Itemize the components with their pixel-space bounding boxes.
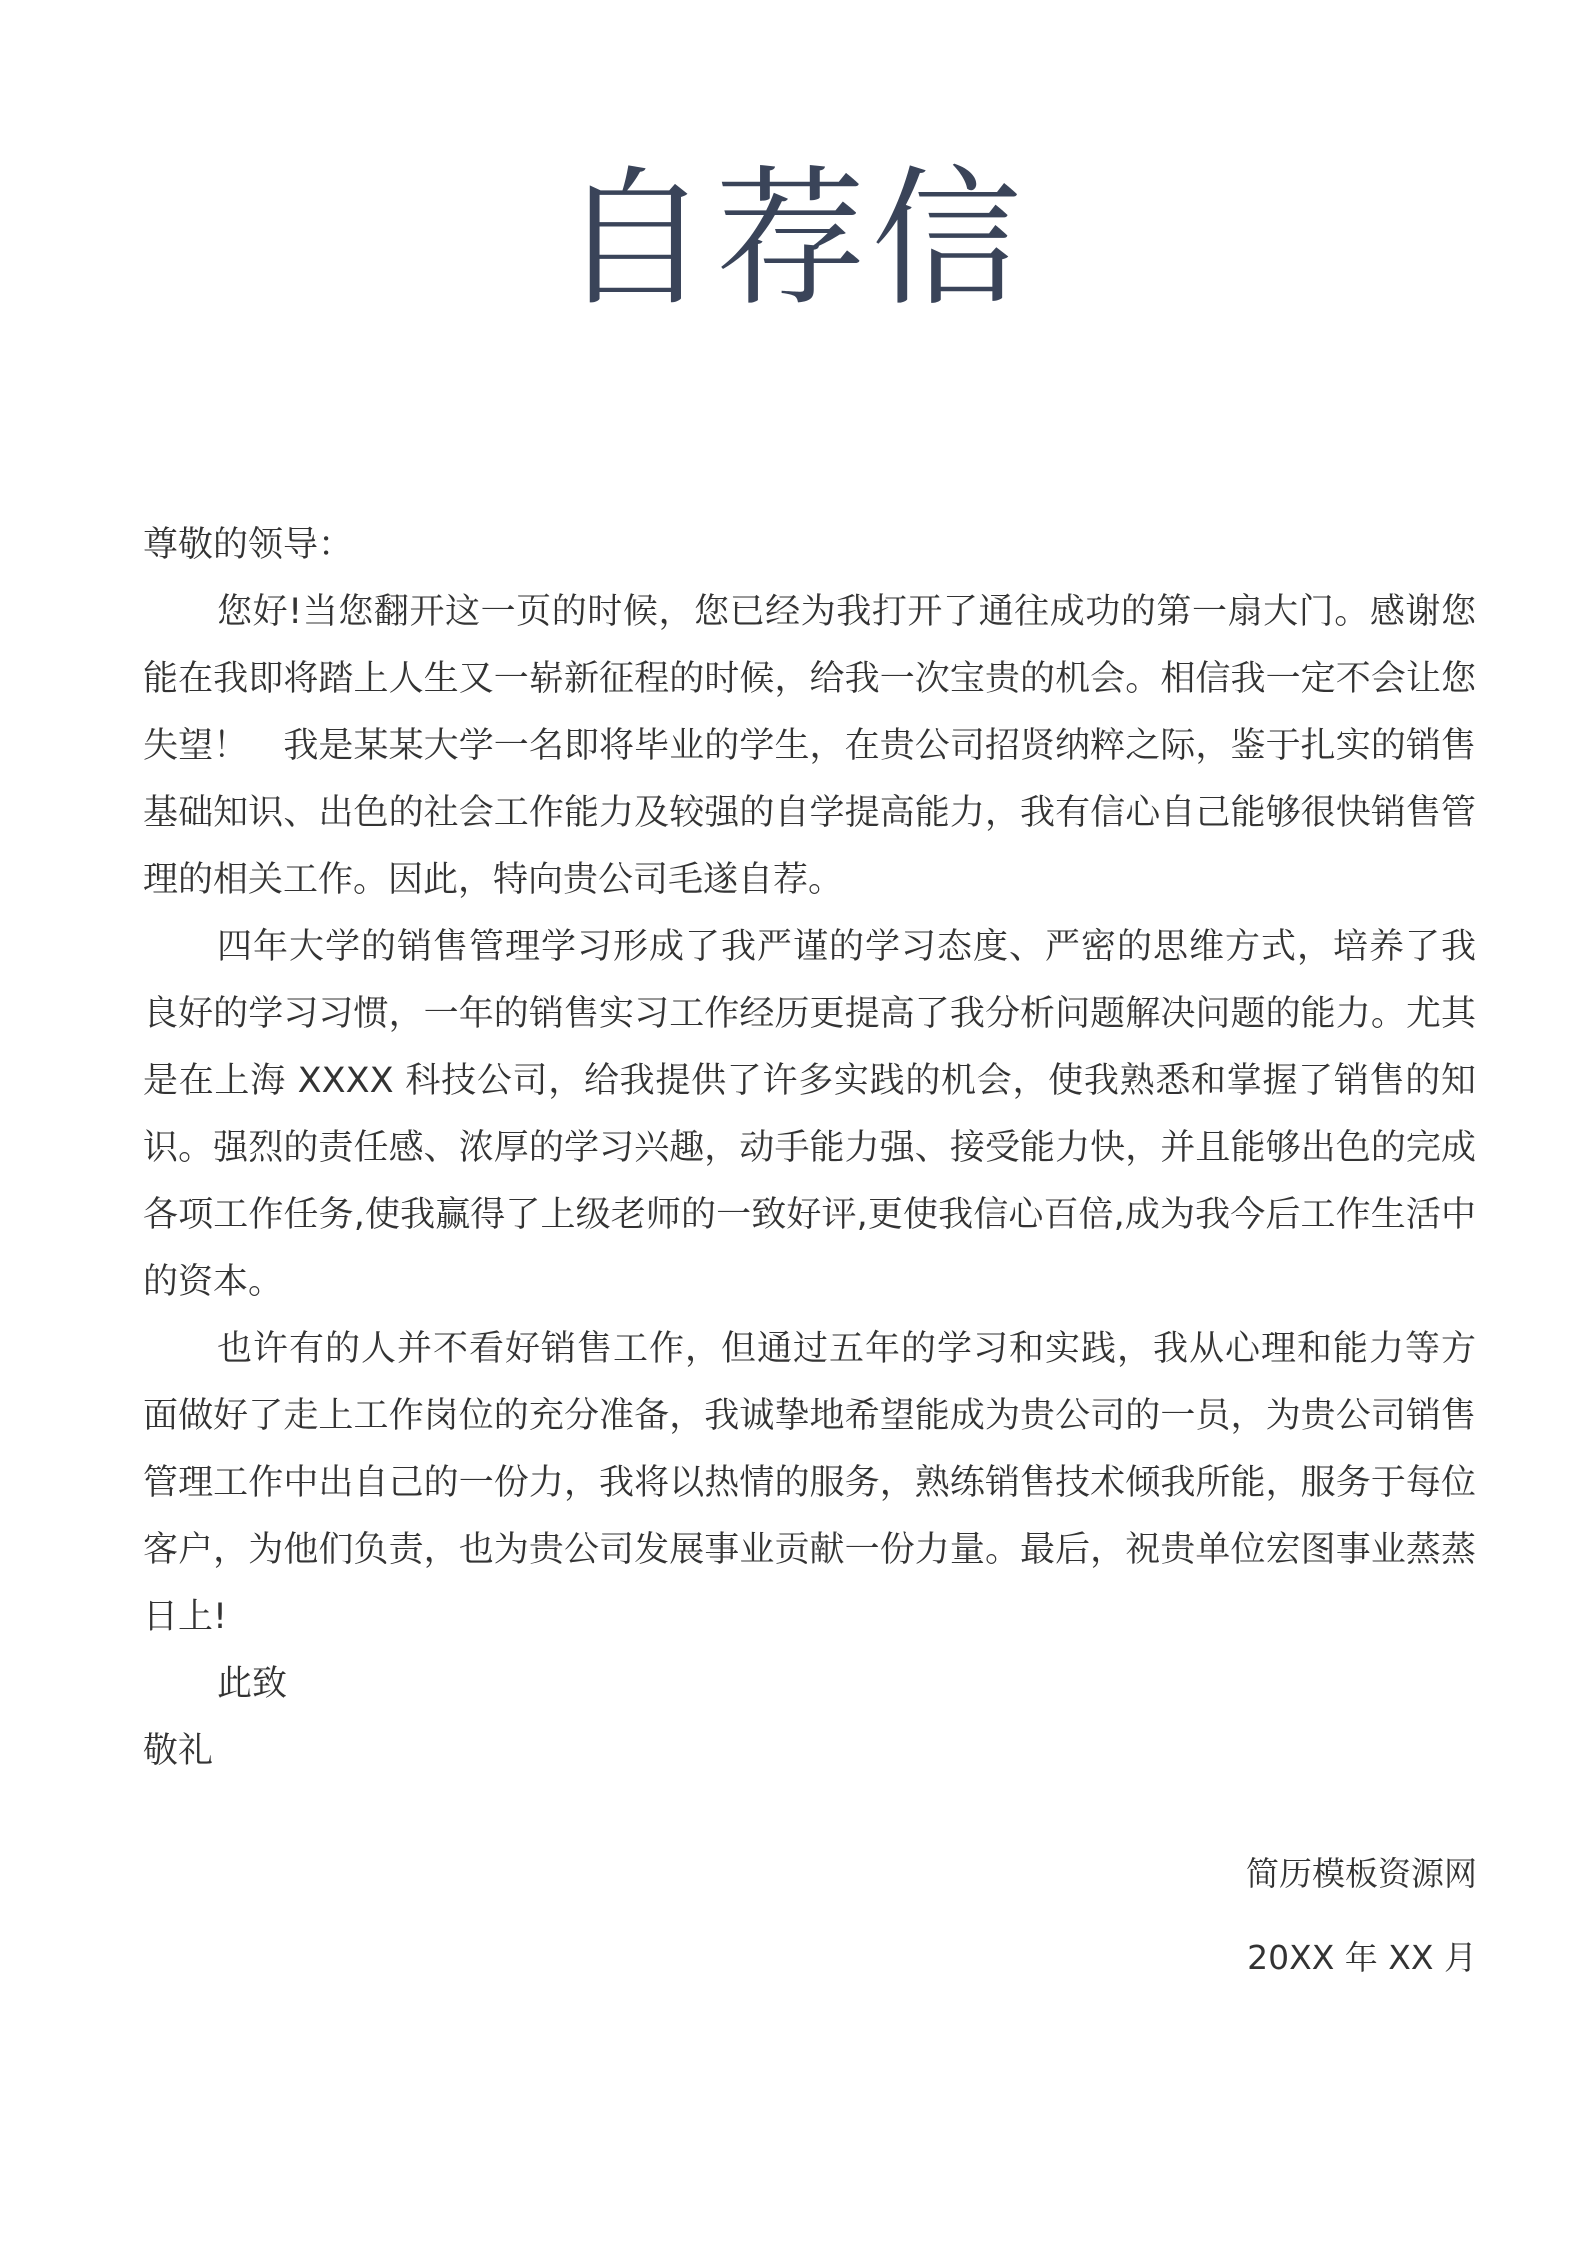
closing-line-1: 此致 (217, 1664, 288, 1704)
salutation: 尊敬的领导： (143, 525, 354, 565)
paragraph-experience: 四年大学的销售管理学习形成了我严谨的学习态度、严密的思维方式，培养了我良好的学习习惯，一年的销售实习工作经历更提高了我分析问题解决问题的能力。尤其是在上海 XXXX 科技公司，给我提供了许多实践的机会，使我熟悉和掌握了销售的知识。强烈的责任感、浓厚的学习兴趣，动手能力强、接受能力快，并且能够出色的完成各项工作任务,使我赢得了上级老师的一致好评,更使我信心百倍,成为我今后工作生活中的资本。 (143, 927, 1476, 1302)
signature-date: 20XX 年 XX 月 (1247, 1938, 1477, 1977)
signature-block (1246, 1832, 1477, 2000)
paragraph-intro: 您好!当您翻开这一页的时候，您已经为我打开了通往成功的第一扇大门。感谢您能在我即将踏上人生又一崭新征程的时候，给我一次宝贵的机会。相信我一定不会让您失望！ 我是某某大学一名即将毕业的学生，在贵公司招贤纳粹之际，鉴于扎实的销售基础知识、出色的社会工作能力及较强的自学提高能力，我有信心自己能够很快销售管理的相关工作。因此，特向贵公司毛遂自荐。 (143, 592, 1476, 900)
paragraph-commitment: 也许有的人并不看好销售工作，但通过五年的学习和实践，我从心理和能力等方面做好了走上工作岗位的充分准备，我诚挚地希望能成为贵公司的一员，为贵公司销售管理工作中出自己的一份力，我将以热情的服务，熟练销售技术倾我所能，服务于每位客户，为他们负责，也为贵公司发展事业贡献一份力量。最后，祝贵单位宏图事业蒸蒸日上! (143, 1329, 1476, 1637)
letter-body (143, 512, 1476, 1785)
signature-name: 简历模板资源网 (1246, 1854, 1477, 1893)
closing-line-2: 敬礼 (143, 1731, 214, 1771)
page-title: 自荐信 (559, 153, 1028, 327)
